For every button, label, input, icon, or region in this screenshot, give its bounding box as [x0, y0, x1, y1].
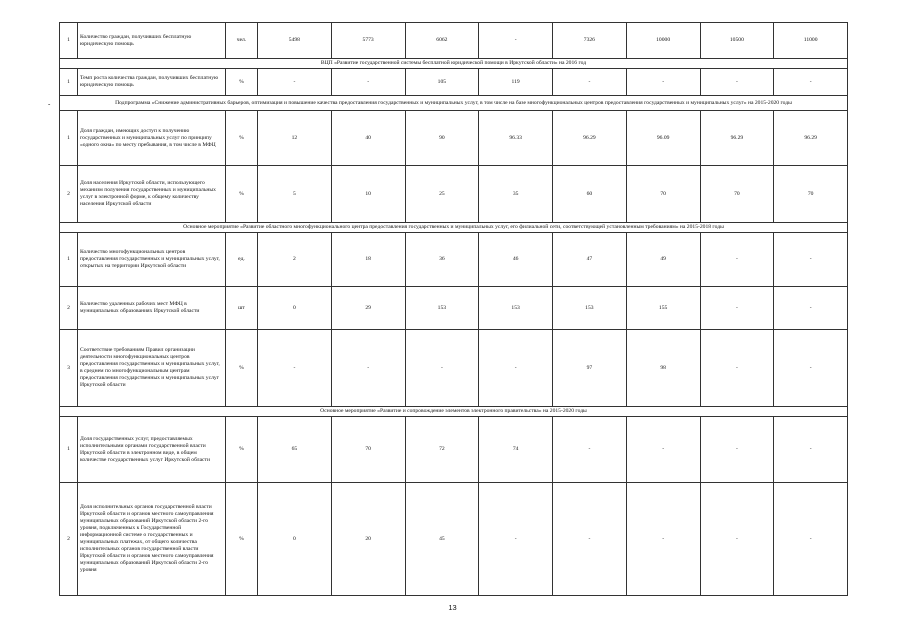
- indicator-name: Количество удаленных рабочих мест МФЦ в муниципальных образованиях Иркутской области: [78, 287, 226, 330]
- value-cell: 98: [626, 330, 700, 407]
- indicator-name: Количество многофункциональных центров предоставления государственных и муниципальных услуг, открытых на территории Иркутской области: [78, 233, 226, 287]
- section-title: Подпрограмма «Снижение административных барьеров, оптимизация и повышение качества предоставления государственных и муниципальных услуг, в том числе на базе многофункциональных центров предоставления государственных и муниципальных услуг» на 2015-2020 годы: [60, 96, 848, 111]
- value-cell: -: [479, 483, 553, 596]
- indicator-row: [60, 111, 848, 166]
- indicator-row: [60, 166, 848, 223]
- section-row: [60, 59, 848, 69]
- indicator-name: Темп роста количества граждан, получивших бесплатную юридическую помощь: [78, 69, 226, 96]
- row-number: 2: [60, 166, 78, 223]
- value-cell: -: [700, 233, 774, 287]
- value-cell: -: [626, 483, 700, 596]
- value-cell: 36: [405, 233, 479, 287]
- value-cell: 29: [331, 287, 405, 330]
- value-cell: 49: [626, 233, 700, 287]
- indicators-table: [59, 22, 848, 596]
- page-number: 13: [448, 603, 457, 612]
- value-cell: 72: [405, 417, 479, 483]
- value-cell: 10: [331, 166, 405, 223]
- value-cell: 25: [405, 166, 479, 223]
- indicator-row: [60, 69, 848, 96]
- value-cell: -: [774, 330, 848, 407]
- section-row: [60, 407, 848, 417]
- value-cell: -: [479, 23, 553, 59]
- value-cell: -: [405, 330, 479, 407]
- row-number: 1: [60, 23, 78, 59]
- value-cell: -: [331, 330, 405, 407]
- indicator-row: [60, 483, 848, 596]
- indicator-row: [60, 417, 848, 483]
- value-cell: 74: [479, 417, 553, 483]
- value-cell: 90: [405, 111, 479, 166]
- side-mark: -: [48, 100, 51, 108]
- value-cell: 6062: [405, 23, 479, 59]
- value-cell: -: [774, 483, 848, 596]
- indicator-name: Соответствие требованиям Правил организации деятельности многофункциональных центров предоставления государственных и муниципальных услуг, в среднем по многофункциональным центрам предоставления государственных и муниципальных услуг Иркутской области: [78, 330, 226, 407]
- unit-cell: %: [226, 483, 258, 596]
- value-cell: 96.29: [774, 111, 848, 166]
- value-cell: 10500: [700, 23, 774, 59]
- value-cell: -: [626, 417, 700, 483]
- value-cell: 45: [405, 483, 479, 596]
- value-cell: 105: [405, 69, 479, 96]
- row-number: 3: [60, 330, 78, 407]
- row-number: 1: [60, 111, 78, 166]
- row-number: 1: [60, 233, 78, 287]
- value-cell: 2: [258, 233, 332, 287]
- value-cell: 60: [553, 166, 627, 223]
- value-cell: -: [553, 69, 627, 96]
- value-cell: 70: [774, 166, 848, 223]
- indicator-name: Доля государственных услуг, предоставляемых исполнительными органами государственной власти Иркутской области в электронном виде, в общем количестве государственных услуг Иркутской области: [78, 417, 226, 483]
- section-title: Основное мероприятие «Развитие и сопровождение элементов электронного правительства» на 2015-2020 годы: [60, 407, 848, 417]
- value-cell: 96.09: [626, 111, 700, 166]
- value-cell: -: [258, 330, 332, 407]
- value-cell: 46: [479, 233, 553, 287]
- unit-cell: %: [226, 417, 258, 483]
- value-cell: 5773: [331, 23, 405, 59]
- value-cell: 0: [258, 287, 332, 330]
- value-cell: -: [774, 69, 848, 96]
- indicator-row: [60, 330, 848, 407]
- unit-cell: %: [226, 69, 258, 96]
- section-row: [60, 223, 848, 233]
- value-cell: 96.33: [479, 111, 553, 166]
- value-cell: 18: [331, 233, 405, 287]
- value-cell: 153: [405, 287, 479, 330]
- value-cell: -: [553, 483, 627, 596]
- value-cell: -: [553, 417, 627, 483]
- value-cell: 40: [331, 111, 405, 166]
- value-cell: 12: [258, 111, 332, 166]
- unit-cell: %: [226, 111, 258, 166]
- value-cell: 0: [258, 483, 332, 596]
- value-cell: -: [774, 417, 848, 483]
- value-cell: 153: [479, 287, 553, 330]
- value-cell: 65: [258, 417, 332, 483]
- unit-cell: чел.: [226, 23, 258, 59]
- value-cell: 10000: [626, 23, 700, 59]
- value-cell: -: [700, 417, 774, 483]
- value-cell: -: [331, 69, 405, 96]
- value-cell: 70: [700, 166, 774, 223]
- indicator-name: Доля исполнительных органов государственной власти Иркутской области и органов местного самоуправления муниципальных образований Иркутской области 2-го уровня, подключенных к Государственной информационной системе о государственных и муниципальных платежах, от общего количества исполнительных органов государственной власти Иркутской области и органов местного самоуправления муниципальных образований Иркутской области 2-го уровня: [78, 483, 226, 596]
- value-cell: -: [774, 233, 848, 287]
- value-cell: -: [700, 69, 774, 96]
- section-row: [60, 96, 848, 111]
- value-cell: 155: [626, 287, 700, 330]
- unit-cell: %: [226, 330, 258, 407]
- value-cell: 7326: [553, 23, 627, 59]
- indicator-name: Доля граждан, имеющих доступ к получению государственных и муниципальных услуг по принципу «одного окна» по месту пребывания, в том числе в МФЦ: [78, 111, 226, 166]
- section-title: Основное мероприятие «Развитие областного многофункционального центра предоставления государственных и муниципальных услуг, его филиальной сети, соответствующей установленным требованиям» на 2015-2018 годы: [60, 223, 848, 233]
- value-cell: 70: [331, 417, 405, 483]
- row-number: 1: [60, 417, 78, 483]
- row-number: 1: [60, 69, 78, 96]
- indicator-row: [60, 287, 848, 330]
- value-cell: 96.29: [553, 111, 627, 166]
- value-cell: -: [626, 69, 700, 96]
- value-cell: -: [479, 330, 553, 407]
- unit-cell: шт: [226, 287, 258, 330]
- value-cell: 96.29: [700, 111, 774, 166]
- value-cell: 47: [553, 233, 627, 287]
- row-number: 2: [60, 287, 78, 330]
- unit-cell: ед.: [226, 233, 258, 287]
- indicators-table-body: [60, 23, 848, 596]
- value-cell: 153: [553, 287, 627, 330]
- indicator-row: [60, 233, 848, 287]
- indicator-name: Количество граждан, получивших бесплатную юридическую помощь: [78, 23, 226, 59]
- value-cell: 5498: [258, 23, 332, 59]
- row-number: 2: [60, 483, 78, 596]
- value-cell: -: [258, 69, 332, 96]
- section-title: ВЦП «Развитие государственной системы бесплатной юридической помощи в Иркутской области» на 2016 год: [60, 59, 848, 69]
- value-cell: -: [774, 287, 848, 330]
- value-cell: 35: [479, 166, 553, 223]
- value-cell: -: [700, 287, 774, 330]
- unit-cell: %: [226, 166, 258, 223]
- value-cell: 97: [553, 330, 627, 407]
- indicator-name: Доля населения Иркутской области, использующего механизм получения государственных и муниципальных услуг в электронной форме, к общему количеству населения Иркутской области: [78, 166, 226, 223]
- value-cell: 119: [479, 69, 553, 96]
- indicator-row: [60, 23, 848, 59]
- value-cell: 11000: [774, 23, 848, 59]
- value-cell: 70: [626, 166, 700, 223]
- value-cell: -: [700, 330, 774, 407]
- value-cell: -: [700, 483, 774, 596]
- value-cell: 20: [331, 483, 405, 596]
- value-cell: 5: [258, 166, 332, 223]
